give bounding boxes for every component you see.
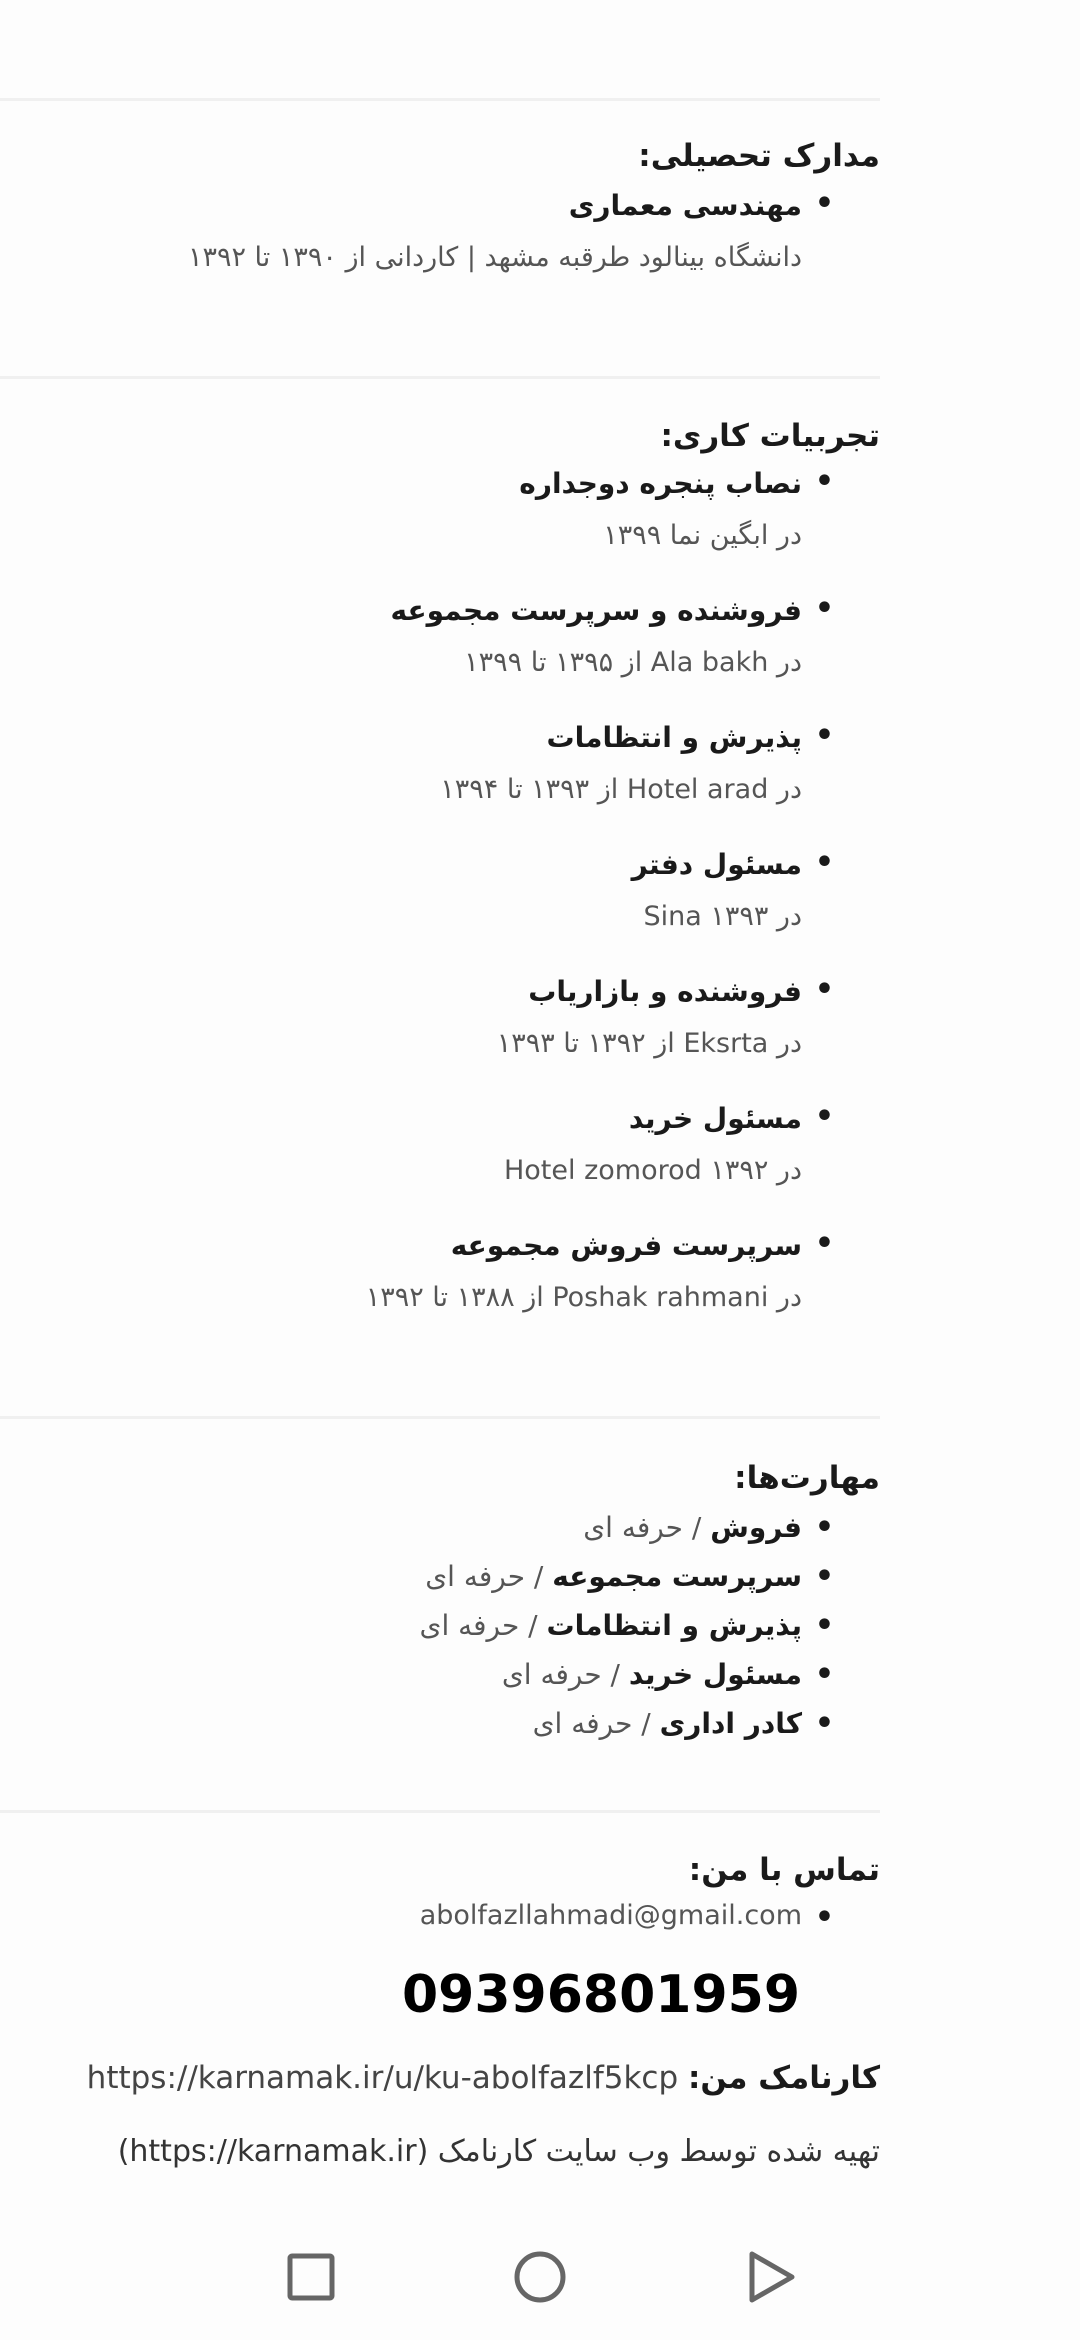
bullet: • (814, 1900, 834, 1935)
skill-level: / حرفه ای (501, 1658, 629, 1691)
skill-name: کادر اداری (659, 1707, 802, 1740)
bullet: • (814, 718, 834, 753)
skill-name: مسئول خرید (628, 1658, 802, 1691)
item-title: پذیرش و انتظامات (546, 721, 802, 754)
list-item (0, 186, 880, 278)
bullet: • (814, 1226, 834, 1261)
skill-item (0, 1557, 880, 1606)
resume-line (0, 2060, 880, 2104)
divider (0, 1810, 880, 1813)
skill-name: پذیرش و انتظامات (546, 1609, 802, 1642)
list-item (0, 591, 880, 683)
education-list (0, 186, 880, 278)
bullet: • (814, 1510, 834, 1545)
bullet: • (814, 1657, 834, 1692)
list-item (0, 1099, 880, 1191)
bullet: • (814, 1608, 834, 1643)
list-item (0, 972, 880, 1064)
bullet: • (814, 464, 834, 499)
resume-label: کارنامک من: (687, 2060, 880, 2096)
bullet: • (814, 845, 834, 880)
skill-name: فروش (710, 1511, 802, 1544)
back-icon[interactable] (735, 2242, 805, 2312)
phone-number[interactable]: 09396801959 (402, 1965, 800, 2025)
item-subtitle: دانشگاه بینالود طرقبه مشهد | کاردانی از ۱۳۹۰ تا ۱۳۹۲ (187, 242, 802, 273)
divider (0, 1416, 880, 1419)
experience-title: تجربیات کاری: (660, 418, 880, 454)
bullet: • (814, 972, 834, 1007)
item-subtitle: در Hotel arad از ۱۳۹۳ تا ۱۳۹۴ (440, 774, 802, 805)
item-title: نصاب پنجره دوجداره (519, 467, 802, 500)
skills-section (0, 1460, 880, 1753)
skill-item (0, 1655, 880, 1704)
item-title: مسئول خرید (628, 1102, 802, 1135)
skill-level: / حرفه ای (419, 1609, 547, 1642)
list-item (0, 718, 880, 810)
skill-level: / حرفه ای (532, 1707, 660, 1740)
skill-level: / حرفه ای (583, 1511, 711, 1544)
item-title: فروشنده و سرپرست مجموعه (390, 594, 802, 627)
item-title: فروشنده و بازاریاب (528, 975, 802, 1008)
recent-apps-icon[interactable] (275, 2242, 345, 2312)
bullet: • (814, 186, 834, 221)
skills-list (0, 1508, 880, 1753)
contact-section (0, 1852, 880, 2026)
contact-title: تماس با من: (688, 1852, 880, 1888)
education-title: مدارک تحصیلی: (638, 138, 880, 174)
divider (0, 98, 880, 101)
skill-item (0, 1704, 880, 1753)
navigation-bar (0, 2220, 1080, 2340)
item-title: مسئول دفتر (631, 848, 802, 881)
experience-section (0, 418, 880, 1353)
item-subtitle: در ابگین نما ۱۳۹۹ (603, 520, 802, 551)
bullet: • (814, 1706, 834, 1741)
bullet: • (814, 591, 834, 626)
skill-name: سرپرست مجموعه (552, 1560, 802, 1593)
bullet: • (814, 1559, 834, 1594)
item-title: مهندسی معماری (568, 189, 802, 222)
item-subtitle: در Ala bakh از ۱۳۹۵ تا ۱۳۹۹ (464, 647, 802, 678)
education-section (0, 138, 880, 278)
item-subtitle: در Hotel zomorod ۱۳۹۲ (503, 1155, 802, 1186)
list-item (0, 464, 880, 556)
skill-level: / حرفه ای (425, 1560, 553, 1593)
skills-title: مهارت‌ها: (734, 1460, 880, 1496)
divider (0, 376, 880, 379)
item-title: سرپرست فروش مجموعه (450, 1229, 802, 1262)
skill-item (0, 1508, 880, 1557)
email-link[interactable]: abolfazllahmadi@gmail.com (419, 1900, 802, 1931)
footer-credit: تهیه شده توسط وب سایت کارنامک (https://karnamak.ir) (117, 2134, 880, 2169)
list-item (0, 1226, 880, 1318)
item-subtitle: در Eksrta از ۱۳۹۲ تا ۱۳۹۳ (496, 1028, 802, 1059)
list-item (0, 845, 880, 937)
skill-item (0, 1606, 880, 1655)
experience-list (0, 464, 880, 1318)
contact-list (0, 1900, 880, 1950)
item-subtitle: در Poshak rahmani از ۱۳۸۸ تا ۱۳۹۲ (365, 1282, 802, 1313)
bullet: • (814, 1099, 834, 1134)
list-item (0, 1900, 880, 1950)
resume-url-link[interactable]: https://karnamak.ir/u/ku-abolfazlf5kcp (86, 2060, 679, 2096)
item-subtitle: در Sina ۱۳۹۳ (643, 901, 802, 932)
home-icon[interactable] (505, 2242, 575, 2312)
